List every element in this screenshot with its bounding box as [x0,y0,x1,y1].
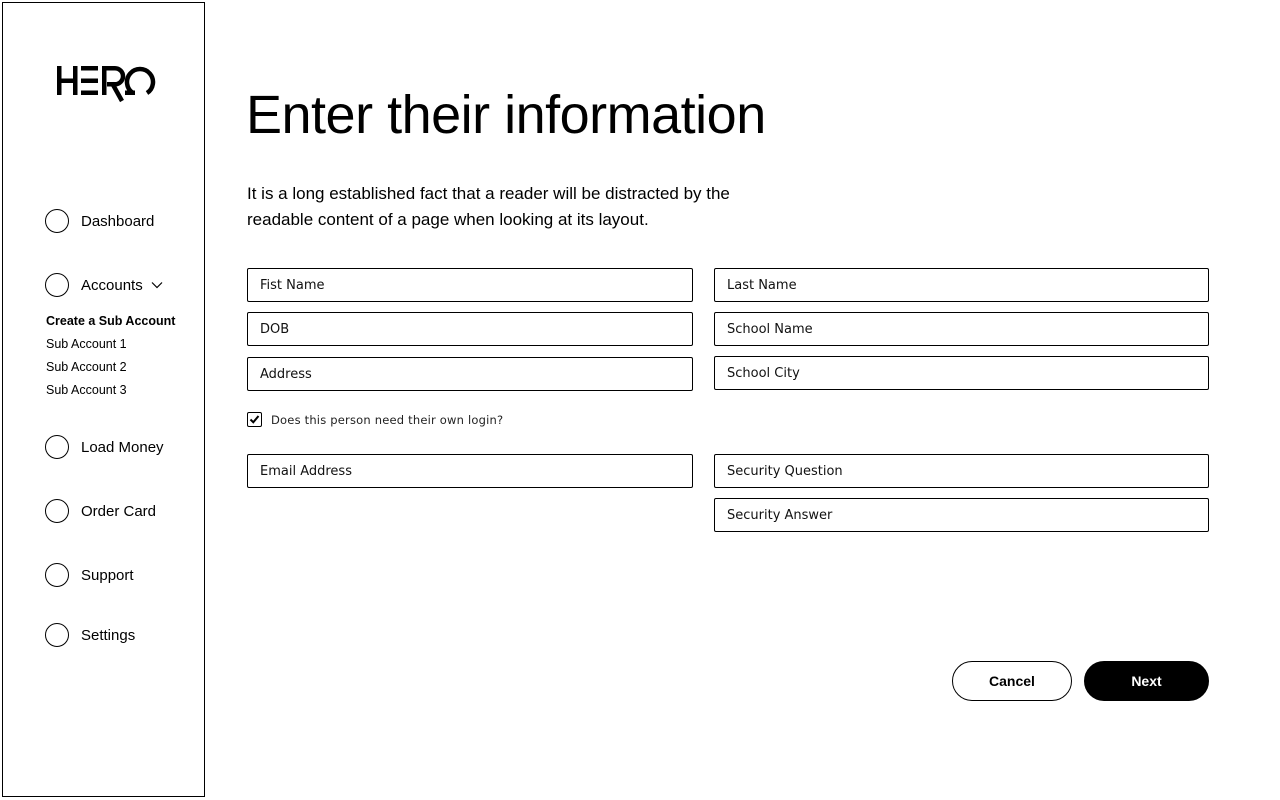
page-title: Enter their information [246,85,766,145]
circle-icon [45,499,69,523]
security-answer-field[interactable] [714,498,1209,532]
school-name-field[interactable] [714,312,1209,346]
cancel-button[interactable]: Cancel [952,661,1072,701]
email-field[interactable] [247,454,693,488]
sidebar-item-dashboard[interactable] [45,207,154,235]
sub-item-create-sub-account[interactable]: Create a Sub Account [46,314,176,328]
sidebar [2,2,205,797]
sidebar-item-order-card[interactable] [45,497,156,525]
next-button[interactable]: Next [1084,661,1209,701]
page-description: It is a long established fact that a reader will be distracted by the readable content of a page when looking at its layout. [247,184,730,229]
school-city-field[interactable] [714,356,1209,390]
sub-item-sub-account-3[interactable]: Sub Account 3 [46,383,127,397]
sidebar-item-label: Support [81,566,134,584]
sidebar-item-load-money[interactable] [45,433,164,461]
sidebar-item-label: Settings [81,626,136,644]
hero-logo[interactable] [55,63,157,103]
first-name-field[interactable] [247,268,693,302]
circle-icon [45,623,69,647]
sidebar-item-label: Load Money [81,438,164,456]
sidebar-item-settings[interactable] [45,621,135,649]
logo-graphic [55,63,157,103]
own-login-row [247,412,503,427]
circle-icon [45,273,69,297]
sidebar-item-accounts[interactable] [45,271,163,299]
last-name-field[interactable] [714,268,1209,302]
sub-item-sub-account-1[interactable]: Sub Account 1 [46,337,127,351]
own-login-label: Does this person need their own login? [271,412,504,427]
sidebar-item-support[interactable] [45,561,134,589]
sidebar-item-label: Accounts [81,276,143,294]
sidebar-item-label: Dashboard [81,212,155,230]
dob-field[interactable] [247,312,693,346]
circle-icon [45,563,69,587]
sidebar-item-label: Order Card [81,502,157,520]
chevron-down-icon [151,281,163,289]
circle-icon [45,435,69,459]
security-question-field[interactable] [714,454,1209,488]
address-field[interactable] [247,357,693,391]
checkmark-icon [249,414,260,425]
sub-item-sub-account-2[interactable]: Sub Account 2 [46,360,127,374]
circle-icon [45,209,69,233]
own-login-checkbox[interactable] [247,412,262,427]
